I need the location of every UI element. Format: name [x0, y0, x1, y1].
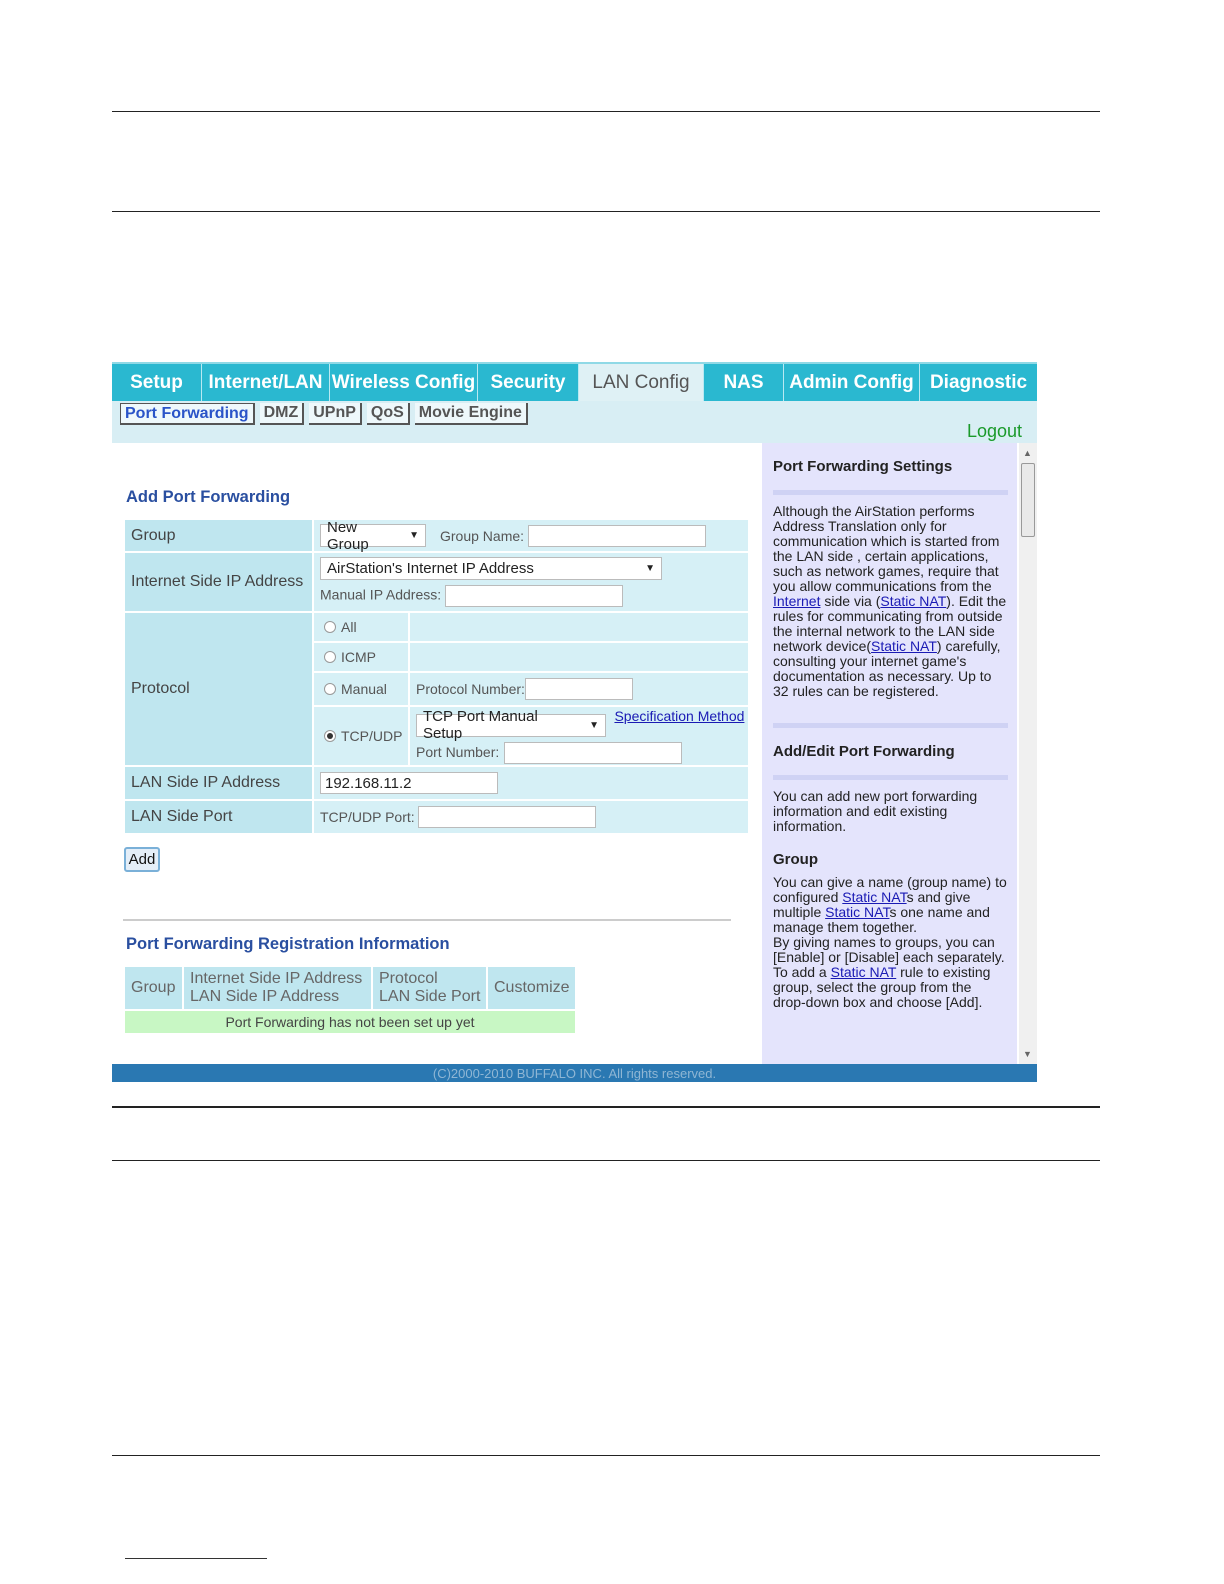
static-nat-link[interactable]: Static NAT	[871, 638, 937, 654]
empty-registration-message: Port Forwarding has not been set up yet	[125, 1011, 575, 1033]
page-header-rule-bottom	[112, 211, 1100, 212]
scroll-up-icon[interactable]: ▲	[1023, 448, 1032, 458]
help-scrollbar[interactable]	[1019, 443, 1037, 1069]
tcpudp-port-input[interactable]	[418, 806, 596, 828]
port-number-label: Port Number:	[416, 743, 500, 760]
page-footer-rule	[112, 1455, 1100, 1456]
protocol-manual-option[interactable]: Manual	[314, 673, 408, 705]
lan-ip-input[interactable]: 192.168.11.2	[320, 772, 498, 794]
subtab-movie-engine[interactable]: Movie Engine	[415, 403, 528, 425]
col-group-header: Group	[125, 967, 182, 1009]
manual-ip-label: Manual IP Address:	[320, 586, 442, 603]
add-port-forwarding-form	[125, 520, 748, 835]
help-title-add-edit: Add/Edit Port Forwarding	[773, 743, 955, 760]
group-select[interactable]: New Group ▼	[320, 524, 426, 547]
col-customize-header: Customize	[488, 967, 575, 1009]
page-header-rule-top	[112, 111, 1100, 112]
col-ip-header: Internet Side IP Address LAN Side IP Address	[184, 967, 371, 1009]
help-paragraph-add-edit: You can add new port forwarding information and edit existing information.	[773, 788, 978, 834]
help-pane	[762, 443, 1017, 1069]
radio-manual[interactable]	[324, 683, 336, 695]
protocol-tcpudp-option[interactable]: TCP/UDP	[314, 707, 408, 765]
group-name-input[interactable]	[528, 525, 706, 547]
lan-ip-label: LAN Side IP Address	[125, 767, 312, 799]
port-number-input[interactable]	[504, 742, 682, 764]
logout-link[interactable]: Logout	[966, 421, 1022, 441]
subtab-upnp[interactable]: UPnP	[309, 403, 362, 425]
registration-table	[125, 967, 575, 1033]
tcpudp-port-label: TCP/UDP Port:	[320, 809, 415, 825]
menu-diagnostic[interactable]: Diagnostic	[929, 372, 1028, 393]
tcp-port-select[interactable]: TCP Port Manual Setup ▼	[416, 714, 606, 737]
subtab-dmz[interactable]: DMZ	[260, 403, 305, 425]
help-separator	[773, 775, 1008, 780]
section-divider	[123, 919, 731, 921]
subtab-qos[interactable]: QoS	[367, 403, 410, 425]
scrollbar-thumb[interactable]	[1021, 463, 1035, 537]
scroll-down-icon[interactable]: ▼	[1023, 1049, 1032, 1059]
router-config-screenshot	[112, 362, 1037, 1082]
copyright-footer: (C)2000-2010 BUFFALO INC. All rights reserved.	[112, 1064, 1037, 1082]
protocol-number-input[interactable]	[525, 678, 633, 700]
registration-title: Port Forwarding Registration Information	[126, 935, 450, 953]
internet-link[interactable]: Internet	[773, 593, 821, 609]
radio-all[interactable]	[324, 621, 336, 633]
add-button[interactable]: Add	[124, 847, 160, 872]
add-port-forwarding-title: Add Port Forwarding	[126, 488, 291, 506]
col-protocol-header: Protocol LAN Side Port	[373, 967, 486, 1009]
static-nat-link[interactable]: Static NAT	[880, 593, 947, 609]
protocol-all-option[interactable]: All	[314, 613, 408, 641]
manual-ip-input[interactable]	[445, 585, 623, 607]
caption-rule-bottom	[112, 1160, 1100, 1161]
lan-port-label: LAN Side Port	[125, 801, 312, 833]
menu-setup[interactable]: Setup	[112, 364, 202, 401]
help-title-group: Group	[773, 851, 818, 868]
chevron-down-icon: ▼	[409, 530, 419, 541]
group-label: Group	[125, 520, 312, 551]
radio-icmp[interactable]	[324, 651, 336, 663]
internet-ip-label: Internet Side IP Address	[125, 553, 312, 611]
help-title-port-forwarding-settings: Port Forwarding Settings	[773, 458, 953, 475]
help-separator	[773, 490, 1008, 495]
menu-nas[interactable]: NAS	[704, 364, 784, 401]
help-paragraph-group: You can give a name (group name) to configured Static NATs and give multiple Static NATs one name and manage them together. By giving names to groups, you can [Enable] or [Disable] each separately. To add a Static NAT rule to existing group, select the group from the drop-down box and choose [Add].	[773, 874, 1007, 1010]
menu-security[interactable]: Security	[478, 364, 579, 401]
caption-rule-top	[112, 1106, 1100, 1108]
radio-tcpudp[interactable]	[324, 730, 336, 742]
chevron-down-icon: ▼	[589, 719, 599, 731]
footnote-rule	[125, 1558, 267, 1559]
help-paragraph-intro: Although the AirStation performs Address Translation only for communication which is started from the LAN side , certain applications, such as network games, require that you allow communications from the Internet side via (Static NAT). Edit the rules for communicating from outside the internal network to the LAN side network device(Static NAT) carefully, consulting your internet game's documentation as necessary. Up to 32 rules can be registered.	[773, 503, 1007, 699]
main-content	[112, 443, 760, 1069]
protocol-number-label: Protocol Number:	[416, 681, 525, 697]
group-name-label: Group Name:	[440, 527, 525, 544]
static-nat-link[interactable]: Static NAT	[830, 964, 897, 980]
static-nat-link[interactable]: Static NAT	[825, 904, 890, 920]
menu-lan-config[interactable]: LAN Config	[579, 364, 704, 401]
main-menu	[112, 362, 1037, 401]
sub-menu-bar	[112, 401, 1037, 443]
help-separator	[773, 723, 1008, 728]
static-nat-link[interactable]: Static NAT	[842, 889, 907, 905]
menu-wireless-config[interactable]: Wireless Config	[330, 364, 478, 401]
subtab-port-forwarding[interactable]: Port Forwarding	[120, 403, 255, 425]
protocol-label: Protocol	[125, 613, 312, 765]
chevron-down-icon: ▼	[645, 563, 655, 574]
protocol-icmp-option[interactable]: ICMP	[314, 643, 408, 671]
menu-admin-config[interactable]: Admin Config	[784, 364, 920, 401]
internet-ip-select[interactable]: AirStation's Internet IP Address ▼	[320, 557, 662, 580]
specification-method-link[interactable]: Specification Method	[614, 708, 745, 725]
menu-internet-lan[interactable]: Internet/LAN	[202, 364, 330, 401]
